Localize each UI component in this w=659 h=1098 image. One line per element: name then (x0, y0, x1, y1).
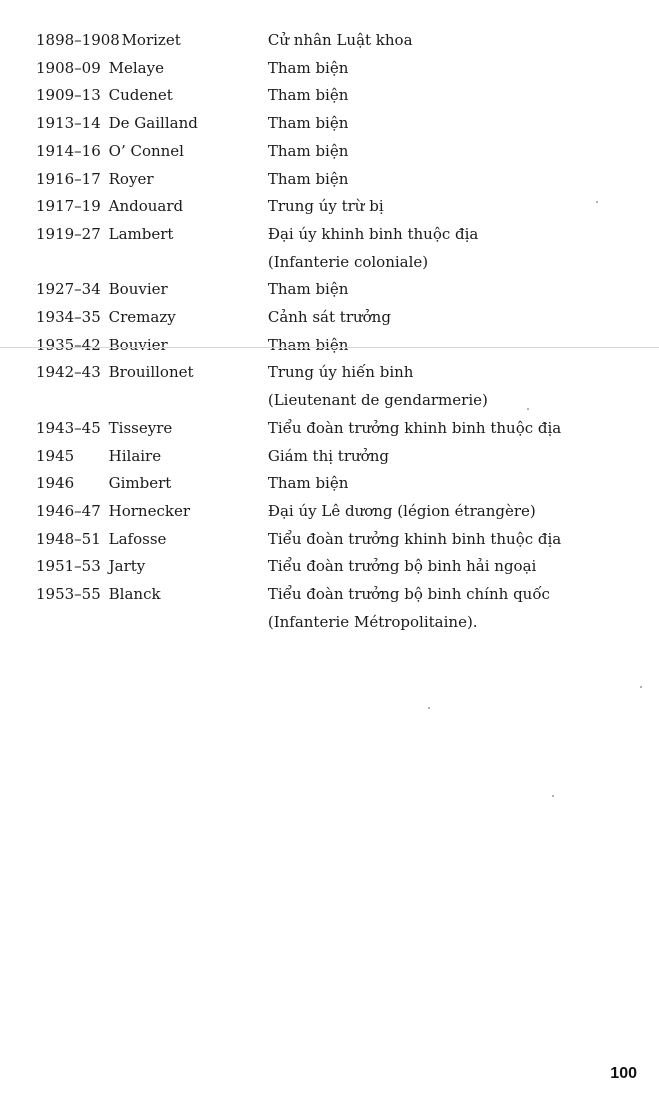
administrator-rank (268, 27, 636, 55)
administrator-rank (268, 415, 636, 443)
administrator-rank (268, 526, 636, 554)
administrator-rank (268, 55, 636, 83)
administrator-rank (268, 553, 636, 581)
administrator-rank (268, 138, 636, 166)
administrator-name: Lafosse (108, 529, 167, 548)
rank-line: Giám thị trưởng (267, 446, 389, 465)
administrator-rank (268, 443, 636, 471)
rank-line: Đại úy Lê dương (légion étrangère) (267, 501, 536, 520)
rank-line: Cảnh sát trưởng (267, 308, 391, 327)
rank-line: Tiểu đoàn trưởng khinh binh thuộc địa (267, 529, 562, 548)
administrator-name: Hornecker (108, 501, 190, 520)
rank-line: Tham biện (267, 86, 349, 105)
list-item (36, 470, 636, 498)
administrator-rank (268, 110, 636, 138)
term-years: 1916–17 (36, 169, 101, 188)
administrator-rank (268, 193, 636, 221)
administrator-name: Hilaire (108, 446, 162, 465)
term-years: 1953–55 (36, 585, 101, 604)
rank-line: Tiểu đoàn trưởng bộ binh hải ngoại (267, 557, 537, 576)
list-item (36, 553, 636, 581)
administrator-name: Gimbert (108, 474, 172, 493)
term-years: 1951–53 (36, 557, 101, 576)
list-item (36, 498, 636, 526)
rank-line: Tiểu đoàn trưởng bộ binh chính quốc (267, 585, 550, 604)
administrator-name: De Gailland (108, 114, 198, 133)
administrator-name: Morizet (121, 31, 181, 49)
term-years: 1945 (36, 446, 75, 465)
list-item (36, 27, 636, 55)
term-years: 1927–34 (36, 280, 101, 299)
rank-line: (Infanterie coloniale) (267, 252, 429, 271)
administrator-name: Cudenet (108, 86, 173, 105)
term-years: 1898–1908 (36, 31, 120, 49)
scan-artifact-line (0, 347, 659, 348)
administrator-name: Bouvier (108, 335, 168, 354)
rank-line: Tham biện (267, 335, 349, 354)
rank-line: Tiểu đoàn trưởng khinh binh thuộc địa (267, 418, 562, 437)
rank-line: (Lieutenant de gendarmerie) (267, 391, 488, 410)
administrator-name: Brouillonet (108, 363, 194, 382)
administrator-rank (268, 166, 636, 194)
list-item (36, 110, 636, 138)
term-years: 1942–43 (36, 363, 101, 382)
term-years: 1943–45 (36, 418, 101, 437)
scan-speck (552, 795, 554, 797)
administrator-rank (268, 221, 636, 276)
rank-line: Cử nhân Luật khoa (267, 31, 413, 49)
list-item (36, 221, 636, 276)
administrator-list (36, 27, 636, 636)
administrator-name: Royer (108, 169, 154, 188)
list-item (36, 443, 636, 471)
administrator-name: Cremazy (108, 308, 176, 327)
scan-speck (640, 686, 642, 688)
administrator-rank (268, 332, 636, 360)
list-item (36, 304, 636, 332)
term-years: 1948–51 (36, 529, 101, 548)
term-years: 1935–42 (36, 335, 101, 354)
term-years: 1934–35 (36, 308, 101, 327)
administrator-rank (268, 359, 636, 414)
term-years: 1914–16 (36, 141, 101, 160)
list-item (36, 193, 636, 221)
scan-speck (596, 201, 598, 203)
term-years: 1908–09 (36, 58, 101, 77)
rank-line: Tham biện (267, 474, 349, 493)
administrator-name: Tisseyre (108, 418, 173, 437)
term-years: 1946 (36, 474, 75, 493)
page-number: 100 (610, 1065, 637, 1082)
administrator-name: Andouard (108, 197, 184, 216)
scan-speck (527, 408, 529, 410)
rank-line: Đại úy khinh binh thuộc địa (267, 224, 479, 243)
rank-line: Tham biện (267, 58, 349, 77)
list-item (36, 55, 636, 83)
administrator-name: Blanck (108, 585, 161, 604)
scan-speck (428, 707, 430, 709)
administrator-name: Bouvier (108, 280, 168, 299)
administrator-rank (268, 498, 636, 526)
rank-line: Tham biện (267, 280, 349, 299)
administrator-rank (268, 581, 636, 636)
list-item (36, 82, 636, 110)
list-item (36, 166, 636, 194)
list-item (36, 138, 636, 166)
rank-line: Tham biện (267, 114, 349, 133)
list-item (36, 415, 636, 443)
administrator-rank (268, 470, 636, 498)
term-years: 1917–19 (36, 197, 101, 216)
administrator-name: O’ Connel (108, 141, 184, 160)
list-item (36, 276, 636, 304)
term-years: 1909–13 (36, 86, 101, 105)
administrator-rank (268, 276, 636, 304)
term-years: 1919–27 (36, 224, 101, 243)
term-years: 1946–47 (36, 501, 101, 520)
administrator-name: Melaye (108, 58, 164, 77)
list-item (36, 526, 636, 554)
rank-line: (Infanterie Métropolitaine). (267, 612, 478, 631)
list-item (36, 359, 636, 414)
rank-line: Trung úy hiến binh (267, 363, 414, 382)
administrator-rank (268, 304, 636, 332)
list-item (36, 581, 636, 636)
rank-line: Tham biện (267, 141, 349, 160)
term-years: 1913–14 (36, 114, 101, 133)
list-item (36, 332, 636, 360)
administrator-name: Jarty (108, 557, 146, 576)
rank-line: Tham biện (267, 169, 349, 188)
rank-line: Trung úy trừ bị (267, 197, 384, 216)
administrator-name: Lambert (108, 224, 174, 243)
administrator-rank (268, 82, 636, 110)
